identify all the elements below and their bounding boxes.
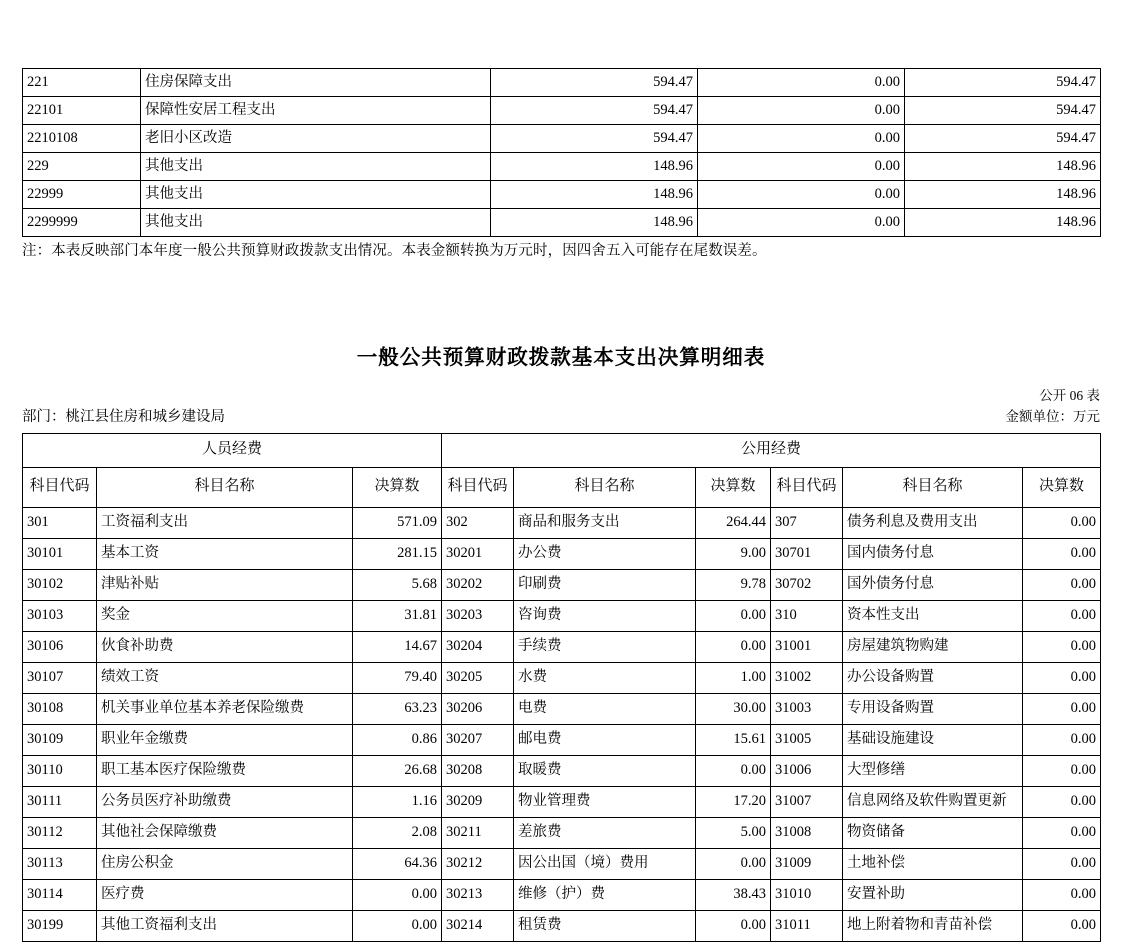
row-name: 其他支出 (141, 209, 491, 237)
personnel-code: 30199 (23, 910, 97, 941)
capital-code: 310 (771, 600, 843, 631)
capital-value: 0.00 (1023, 631, 1101, 662)
page-title: 一般公共预算财政拨款基本支出决算明细表 (356, 346, 766, 369)
goods-code: 30201 (442, 538, 514, 569)
column-header-row (23, 467, 1101, 507)
personnel-code: 30107 (23, 662, 97, 693)
basic-expenditure-detail-table (22, 433, 1101, 942)
goods-value: 0.00 (696, 848, 771, 879)
personnel-code: 30106 (23, 631, 97, 662)
personnel-name: 绩效工资 (97, 662, 353, 693)
row-name: 保障性安居工程支出 (141, 97, 491, 125)
goods-name: 取暖费 (514, 755, 696, 786)
personnel-name: 奖金 (97, 600, 353, 631)
personnel-code: 30110 (23, 755, 97, 786)
capital-code: 31002 (771, 662, 843, 693)
goods-code: 30211 (442, 817, 514, 848)
capital-code: 31009 (771, 848, 843, 879)
table-row (23, 209, 1101, 237)
table-row (23, 181, 1101, 209)
personnel-name: 基本工资 (97, 538, 353, 569)
group-public-header: 公用经费 (442, 433, 1101, 467)
table-row (23, 879, 1101, 910)
personnel-value: 571.09 (353, 507, 442, 538)
goods-code: 30206 (442, 693, 514, 724)
capital-value: 0.00 (1023, 817, 1101, 848)
personnel-name: 工资福利支出 (97, 507, 353, 538)
row-value-1: 148.96 (491, 153, 698, 181)
amount-unit-label: 金额单位：万元 (1005, 408, 1100, 424)
capital-code: 31003 (771, 693, 843, 724)
goods-name: 办公费 (514, 538, 696, 569)
capital-code: 31010 (771, 879, 843, 910)
capital-code: 31007 (771, 786, 843, 817)
table-row (23, 817, 1101, 848)
table-row (23, 153, 1101, 181)
personnel-code: 301 (23, 507, 97, 538)
personnel-name: 机关事业单位基本养老保险缴费 (97, 693, 353, 724)
header-name-2: 科目名称 (514, 467, 696, 507)
capital-value: 0.00 (1023, 879, 1101, 910)
goods-code: 30205 (442, 662, 514, 693)
table-row (23, 786, 1101, 817)
table-row (23, 693, 1101, 724)
goods-value: 30.00 (696, 693, 771, 724)
header-code-3: 科目代码 (771, 467, 843, 507)
personnel-name: 住房公积金 (97, 848, 353, 879)
row-code: 22999 (23, 181, 141, 209)
capital-name: 土地补偿 (843, 848, 1023, 879)
goods-name: 手续费 (514, 631, 696, 662)
row-name: 住房保障支出 (141, 69, 491, 97)
row-value-1: 594.47 (491, 69, 698, 97)
capital-name: 物资储备 (843, 817, 1023, 848)
goods-value: 0.00 (696, 755, 771, 786)
goods-code: 30213 (442, 879, 514, 910)
row-value-1: 148.96 (491, 181, 698, 209)
personnel-name: 其他工资福利支出 (97, 910, 353, 941)
goods-code: 30214 (442, 910, 514, 941)
header-code-1: 科目代码 (23, 467, 97, 507)
header-name-1: 科目名称 (97, 467, 353, 507)
group-personnel-header: 人员经费 (23, 433, 442, 467)
capital-code: 30702 (771, 569, 843, 600)
table-row (23, 569, 1101, 600)
capital-name: 债务利息及费用支出 (843, 507, 1023, 538)
goods-name: 差旅费 (514, 817, 696, 848)
goods-name: 租赁费 (514, 910, 696, 941)
goods-code: 30208 (442, 755, 514, 786)
goods-value: 264.44 (696, 507, 771, 538)
personnel-name: 其他社会保障缴费 (97, 817, 353, 848)
goods-code: 30203 (442, 600, 514, 631)
capital-value: 0.00 (1023, 507, 1101, 538)
personnel-name: 职业年金缴费 (97, 724, 353, 755)
capital-code: 31005 (771, 724, 843, 755)
personnel-value: 31.81 (353, 600, 442, 631)
header-amount-1: 决算数 (353, 467, 442, 507)
row-name: 其他支出 (141, 181, 491, 209)
table-row (23, 631, 1101, 662)
row-value-3: 148.96 (905, 153, 1101, 181)
personnel-value: 0.00 (353, 879, 442, 910)
goods-code: 30202 (442, 569, 514, 600)
goods-value: 0.00 (696, 910, 771, 941)
goods-value: 0.00 (696, 600, 771, 631)
capital-name: 国外债务付息 (843, 569, 1023, 600)
header-name-3: 科目名称 (843, 467, 1023, 507)
goods-value: 1.00 (696, 662, 771, 693)
budget-expenditure-continuation-table (22, 68, 1101, 237)
personnel-code: 30101 (23, 538, 97, 569)
capital-code: 307 (771, 507, 843, 538)
personnel-code: 30113 (23, 848, 97, 879)
capital-code: 31006 (771, 755, 843, 786)
capital-value: 0.00 (1023, 600, 1101, 631)
row-code: 229 (23, 153, 141, 181)
department-label: 部门：桃江县住房和城乡建设局 (22, 408, 225, 425)
personnel-value: 281.15 (353, 538, 442, 569)
capital-name: 大型修缮 (843, 755, 1023, 786)
row-value-3: 594.47 (905, 125, 1101, 153)
personnel-name: 津贴补贴 (97, 569, 353, 600)
table-row (23, 724, 1101, 755)
header-amount-3: 决算数 (1023, 467, 1101, 507)
goods-name: 维修（护）费 (514, 879, 696, 910)
capital-name: 信息网络及软件购置更新 (843, 786, 1023, 817)
capital-name: 房屋建筑物购建 (843, 631, 1023, 662)
goods-code: 30204 (442, 631, 514, 662)
personnel-code: 30112 (23, 817, 97, 848)
goods-code: 30212 (442, 848, 514, 879)
personnel-value: 14.67 (353, 631, 442, 662)
capital-name: 地上附着物和青苗补偿 (843, 910, 1023, 941)
document-page (0, 68, 1122, 933)
row-code: 221 (23, 69, 141, 97)
personnel-value: 26.68 (353, 755, 442, 786)
goods-name: 咨询费 (514, 600, 696, 631)
goods-value: 0.00 (696, 631, 771, 662)
row-name: 老旧小区改造 (141, 125, 491, 153)
table-row (23, 507, 1101, 538)
personnel-value: 2.08 (353, 817, 442, 848)
capital-value: 0.00 (1023, 538, 1101, 569)
personnel-value: 0.00 (353, 910, 442, 941)
row-value-3: 594.47 (905, 69, 1101, 97)
personnel-code: 30103 (23, 600, 97, 631)
capital-name: 专用设备购置 (843, 693, 1023, 724)
row-value-3: 594.47 (905, 97, 1101, 125)
capital-value: 0.00 (1023, 910, 1101, 941)
row-name: 其他支出 (141, 153, 491, 181)
header-code-2: 科目代码 (442, 467, 514, 507)
goods-code: 30209 (442, 786, 514, 817)
goods-name: 商品和服务支出 (514, 507, 696, 538)
personnel-value: 5.68 (353, 569, 442, 600)
table-note: 注：本表反映部门本年度一般公共预算财政拨款支出情况。本表金额转换为万元时，因四舍五入可能存在尾数误差。 (22, 243, 767, 259)
row-code: 22101 (23, 97, 141, 125)
goods-value: 9.78 (696, 569, 771, 600)
capital-name: 办公设备购置 (843, 662, 1023, 693)
capital-name: 国内债务付息 (843, 538, 1023, 569)
goods-name: 邮电费 (514, 724, 696, 755)
table-row (23, 97, 1101, 125)
goods-value: 5.00 (696, 817, 771, 848)
row-value-2: 0.00 (698, 97, 905, 125)
capital-value: 0.00 (1023, 848, 1101, 879)
table-row (23, 538, 1101, 569)
capital-value: 0.00 (1023, 786, 1101, 817)
goods-name: 印刷费 (514, 569, 696, 600)
capital-name: 安置补助 (843, 879, 1023, 910)
row-value-2: 0.00 (698, 125, 905, 153)
capital-value: 0.00 (1023, 569, 1101, 600)
goods-code: 30207 (442, 724, 514, 755)
capital-code: 31001 (771, 631, 843, 662)
personnel-code: 30114 (23, 879, 97, 910)
goods-name: 电费 (514, 693, 696, 724)
capital-code: 30701 (771, 538, 843, 569)
personnel-value: 79.40 (353, 662, 442, 693)
row-value-2: 0.00 (698, 153, 905, 181)
row-value-1: 594.47 (491, 125, 698, 153)
row-value-1: 594.47 (491, 97, 698, 125)
row-value-2: 0.00 (698, 69, 905, 97)
goods-value: 38.43 (696, 879, 771, 910)
table-row (23, 755, 1101, 786)
capital-name: 基础设施建设 (843, 724, 1023, 755)
goods-name: 水费 (514, 662, 696, 693)
personnel-value: 63.23 (353, 693, 442, 724)
personnel-name: 公务员医疗补助缴费 (97, 786, 353, 817)
personnel-code: 30108 (23, 693, 97, 724)
personnel-code: 30102 (23, 569, 97, 600)
goods-code: 302 (442, 507, 514, 538)
row-value-1: 148.96 (491, 209, 698, 237)
capital-code: 31008 (771, 817, 843, 848)
goods-value: 17.20 (696, 786, 771, 817)
capital-code: 31011 (771, 910, 843, 941)
row-value-3: 148.96 (905, 181, 1101, 209)
goods-name: 因公出国（境）费用 (514, 848, 696, 879)
row-code: 2299999 (23, 209, 141, 237)
row-value-2: 0.00 (698, 209, 905, 237)
personnel-value: 1.16 (353, 786, 442, 817)
goods-value: 9.00 (696, 538, 771, 569)
meta-row (22, 405, 1100, 426)
row-value-2: 0.00 (698, 181, 905, 209)
personnel-value: 64.36 (353, 848, 442, 879)
capital-value: 0.00 (1023, 662, 1101, 693)
capital-name: 资本性支出 (843, 600, 1023, 631)
form-number-row (22, 384, 1100, 403)
table-row (23, 848, 1101, 879)
table-row (23, 69, 1101, 97)
personnel-value: 0.86 (353, 724, 442, 755)
personnel-code: 30111 (23, 786, 97, 817)
row-value-3: 148.96 (905, 209, 1101, 237)
table-row (23, 910, 1101, 941)
goods-value: 15.61 (696, 724, 771, 755)
personnel-code: 30109 (23, 724, 97, 755)
table-row (23, 125, 1101, 153)
personnel-name: 职工基本医疗保险缴费 (97, 755, 353, 786)
row-code: 2210108 (23, 125, 141, 153)
goods-name: 物业管理费 (514, 786, 696, 817)
table-row (23, 600, 1101, 631)
personnel-name: 伙食补助费 (97, 631, 353, 662)
group-header-row (23, 433, 1101, 467)
form-number: 公开 06 表 (1039, 387, 1100, 403)
capital-value: 0.00 (1023, 755, 1101, 786)
personnel-name: 医疗费 (97, 879, 353, 910)
header-amount-2: 决算数 (696, 467, 771, 507)
capital-value: 0.00 (1023, 724, 1101, 755)
capital-value: 0.00 (1023, 693, 1101, 724)
table-row (23, 662, 1101, 693)
